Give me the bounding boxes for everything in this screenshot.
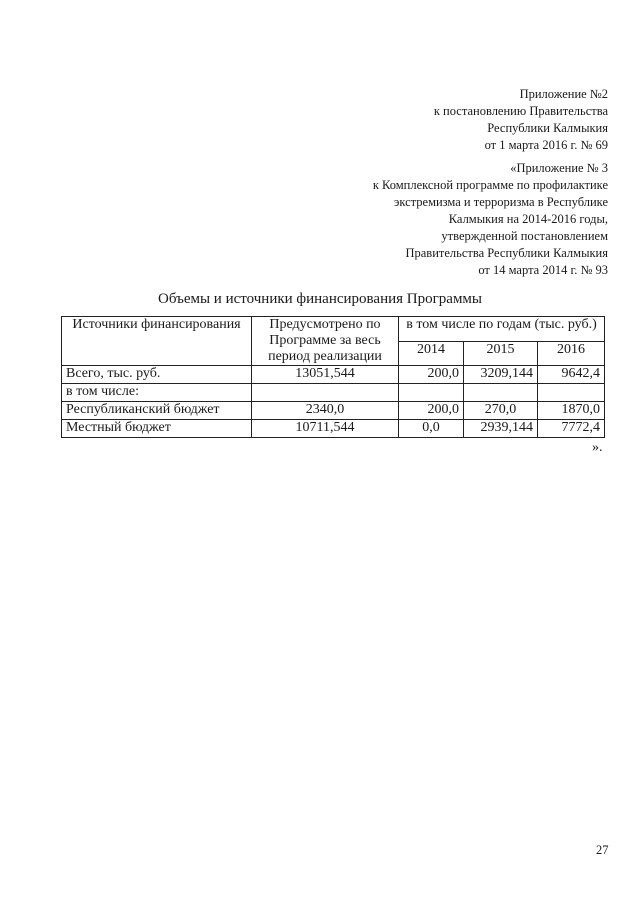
closing-quote: ». (592, 440, 603, 455)
row-2016 (538, 384, 605, 402)
row-total: 13051,544 (252, 366, 399, 384)
header-line: утвержденной постановлением (441, 229, 608, 243)
header-year-2014: 2014 (399, 341, 464, 366)
row-label: Всего, тыс. руб. (62, 366, 252, 384)
table-row (62, 420, 605, 438)
row-2016: 1870,0 (538, 402, 605, 420)
header-year-2015: 2015 (464, 341, 538, 366)
row-2014 (399, 384, 464, 402)
header-line: от 14 марта 2014 г. № 93 (478, 263, 608, 277)
row-label: в том числе: (62, 384, 252, 402)
header-line: от 1 марта 2016 г. № 69 (484, 138, 608, 152)
header-line: Республики Калмыкия (487, 121, 608, 135)
row-2016: 9642,4 (538, 366, 605, 384)
header-line: к постановлению Правительства (433, 104, 608, 118)
row-2015: 270,0 (464, 402, 538, 420)
row-2015: 2939,144 (464, 420, 538, 438)
program-appendix-header (373, 160, 608, 279)
header-year-2016: 2016 (538, 341, 605, 366)
row-total (252, 384, 399, 402)
header-line: экстремизма и терроризма в Республике (393, 195, 608, 209)
page-number: 27 (596, 843, 609, 857)
table-row (62, 384, 605, 402)
row-total: 10711,544 (252, 420, 399, 438)
row-2015 (464, 384, 538, 402)
table-title: Объемы и источники финансирования Программы (157, 291, 483, 307)
table-row (62, 366, 605, 384)
header-by-years: в том числе по годам (тыс. руб.) (399, 317, 605, 342)
row-2015: 3209,144 (464, 366, 538, 384)
header-line: «Приложение № 3 (510, 161, 608, 175)
table-header-row (62, 317, 605, 342)
row-2014: 200,0 (399, 366, 464, 384)
row-label: Местный бюджет (62, 420, 252, 438)
header-line: Правительства Республики Калмыкия (405, 246, 608, 260)
table-row (62, 402, 605, 420)
row-total: 2340,0 (252, 402, 399, 420)
header-line: к Комплексной программе по профилактике (372, 178, 608, 192)
row-2014: 0,0 (399, 420, 464, 438)
header-line: Калмыкия на 2014-2016 годы, (448, 212, 608, 226)
header-source: Источники финансирования (62, 317, 252, 366)
row-2014: 200,0 (399, 402, 464, 420)
appendix-header (434, 86, 608, 154)
row-label: Республиканский бюджет (62, 402, 252, 420)
header-line: Приложение №2 (519, 87, 608, 101)
header-total: Предусмотрено по Программе за весь период реализации (252, 317, 399, 366)
row-2016: 7772,4 (538, 420, 605, 438)
financing-table (61, 316, 605, 438)
